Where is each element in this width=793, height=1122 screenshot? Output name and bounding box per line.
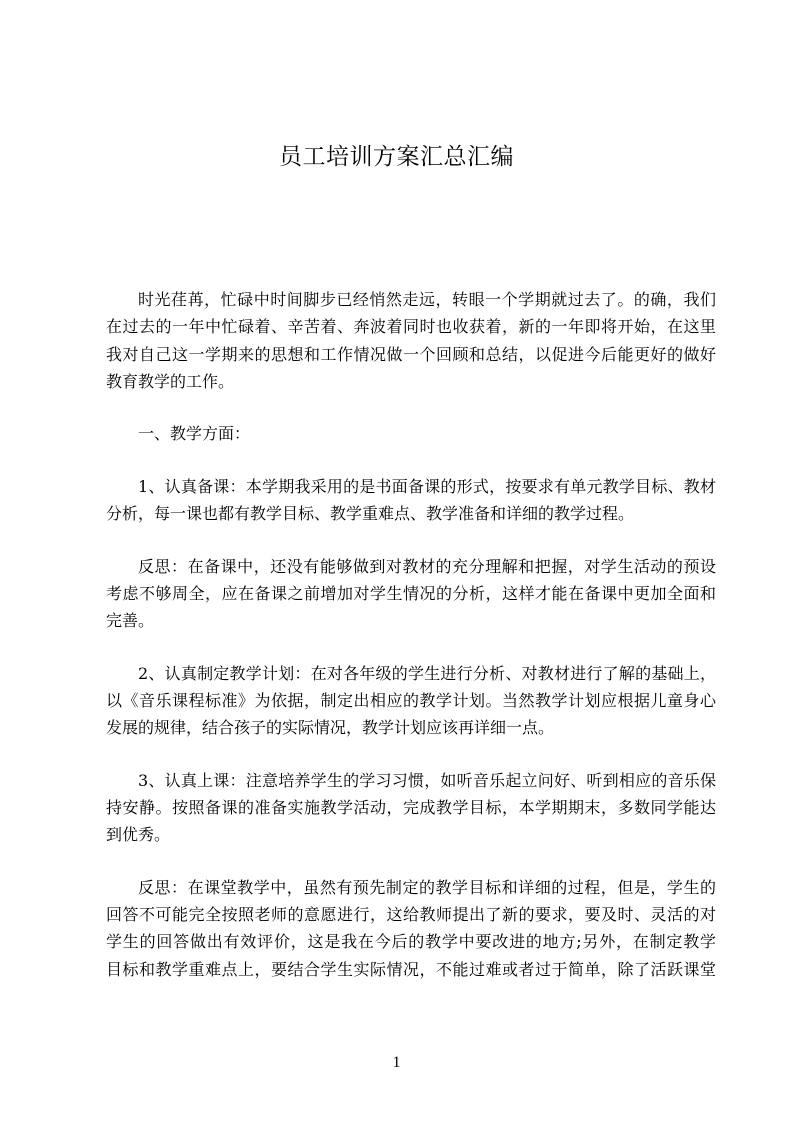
- text-line: 1、认真备课：本学期我采用的是书面备课的形式，按要求有单元教学目标、教材: [138, 476, 716, 496]
- lesson-prep-paragraph: [106, 473, 716, 528]
- text-line: 反思：在课堂教学中，虽然有预先制定的教学目标和详细的过程，但是，学生的: [138, 877, 716, 897]
- text-line: 以《音乐课程标准》为依据，制定出相应的教学计划。当然教学计划应根据儿童身心: [106, 691, 716, 711]
- text-line: 分析，每一课也都有教学目标、教学重难点、教学准备和详细的教学过程。: [106, 504, 635, 524]
- text-line: 持安静。按照备课的准备实施教学活动，完成教学目标，本学期期末，多数同学能达: [106, 798, 716, 818]
- text-line: 时光荏苒，忙碌中时间脚步已经悄然走远，转眼一个学期就过去了。的确，我们: [138, 290, 716, 309]
- section-heading: [106, 420, 716, 447]
- text-line: 目标和教学重难点上，要结合学生实际情况，不能过难或者过于简单，除了活跃课堂: [106, 959, 716, 979]
- text-line: 反思：在备课中，还没有能够做到对教材的充分理解和把握，对学生活动的预设: [138, 556, 716, 576]
- classroom-reflection-paragraph: [106, 874, 716, 983]
- text-line: 到优秀。: [106, 825, 171, 845]
- document-body: [106, 286, 716, 1008]
- text-line: 回答不可能完全按照老师的意愿进行，这给教师提出了新的要求，要及时、灵活的对: [106, 905, 716, 925]
- intro-paragraph: [106, 286, 716, 395]
- document-title: 员工培训方案汇总汇编: [279, 144, 514, 170]
- text-line: 我对自己这一学期来的思想和工作情况做一个回顾和总结，以促进今后能更好的做好: [106, 344, 716, 364]
- text-line: 考虑不够周全，应在备课之前增加对学生情况的分析，这样才能在备课中更加全面和: [106, 583, 716, 603]
- text-line: 教育教学的工作。: [106, 371, 235, 391]
- text-line: 3、认真上课：注意培养学生的学习习惯，如听音乐起立问好、听到相应的音乐保: [138, 770, 716, 790]
- text-line: 完善。: [106, 611, 155, 631]
- text-line: 发展的规律，结合孩子的实际情况，教学计划应该再详细一点。: [106, 718, 555, 738]
- reflection-paragraph: [106, 553, 716, 635]
- teaching-plan-paragraph: [106, 660, 716, 742]
- text-line: 学生的回答做出有效评价，这是我在今后的教学中要改进的地方;另外，在制定教学: [106, 932, 716, 952]
- page-number: 1: [392, 1054, 401, 1071]
- text-line: 2、认真制定教学计划：在对各年级的学生进行分析、对教材进行了解的基础上，: [138, 663, 716, 683]
- class-teaching-paragraph: [106, 767, 716, 849]
- heading-text: 一、教学方面：: [138, 424, 251, 444]
- text-line: 在过去的一年中忙碌着、辛苦着、奔波着同时也收获着，新的一年即将开始，在这里: [106, 317, 716, 337]
